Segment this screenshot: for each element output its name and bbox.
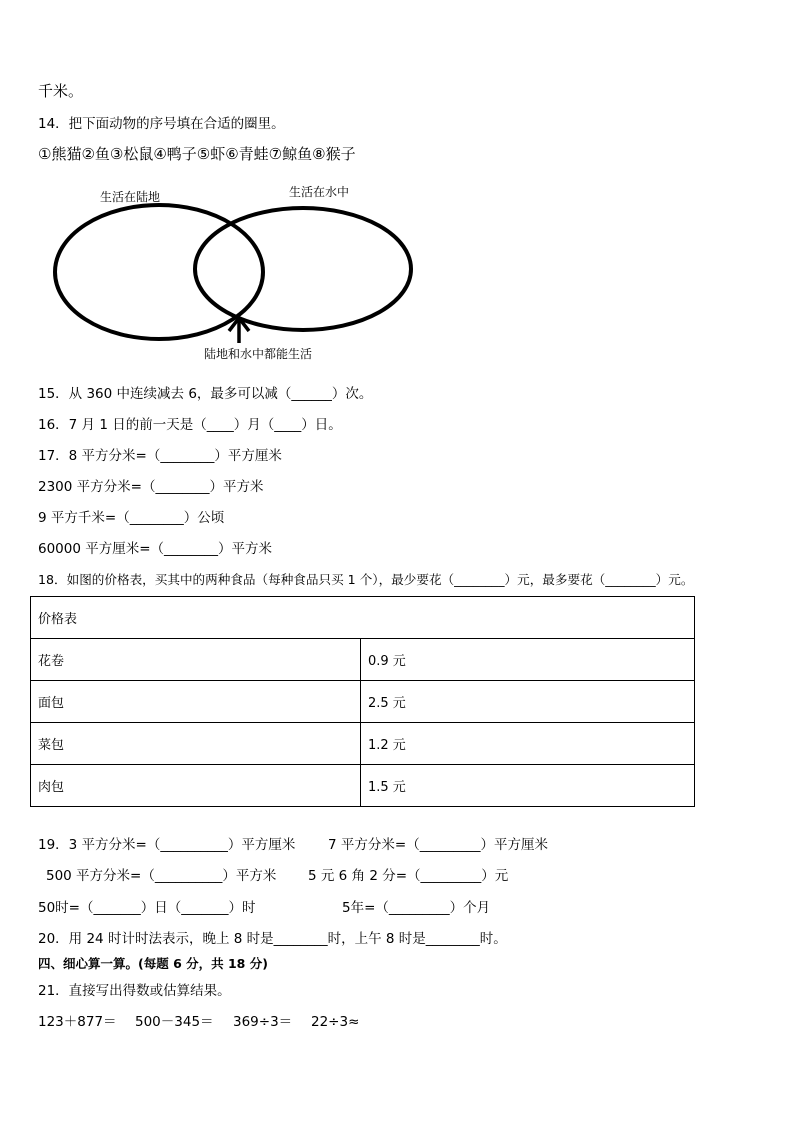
venn-bottom-label: 陆地和水中都能生活 [204,347,313,361]
item-name: 肉包 [31,765,361,807]
venn-left-label: 生活在陆地 [100,190,161,204]
price-table-title-row [31,597,695,639]
item-price: 0.9 元 [361,639,695,681]
question-17d: 60000 平方厘米=（________）平方米 [38,541,273,557]
question-14: 14．把下面动物的序号填在合适的圈里。 [38,116,285,132]
item-name: 花卷 [31,639,361,681]
price-table-title: 价格表 [31,597,695,639]
question-21: 21．直接写出得数或估算结果。 [38,983,231,999]
calc-3: 369÷3＝ [233,1014,293,1030]
price-table [30,596,695,807]
question-18: 18．如图的价格表，买其中的两种食品（每种食品只买 1 个），最少要花（________）元，最多要花（________）元。 [38,572,694,587]
calc-2: 500－345＝ [135,1014,214,1030]
question-14-animals: ①熊猫②鱼③松鼠④鸭子⑤虾⑥青蛙⑦鲸鱼⑧猴子 [38,145,356,163]
table-row [31,723,695,765]
calc-4: 22÷3≈ [311,1014,360,1030]
venn-diagram [40,178,420,368]
table-row [31,681,695,723]
question-20: 20．用 24 时计时法表示，晚上 8 时是________时，上午 8 时是________时。 [38,931,507,947]
question-19e: 50时=（_______）日（_______）时 [38,900,256,916]
question-19f: 5年=（_________）个月 [342,900,491,916]
question-19d: 5 元 6 角 2 分=（_________）元 [308,868,509,884]
item-name: 面包 [31,681,361,723]
water-circle [195,208,411,330]
question-17c: 9 平方千米=（________）公顷 [38,510,225,526]
item-price: 1.2 元 [361,723,695,765]
question-19a: 19．3 平方分米=（__________）平方厘米 [38,837,296,853]
continued-text: 千米。 [38,82,84,100]
question-15: 15．从 360 中连续减去 6，最多可以减（______）次。 [38,386,373,402]
calc-1: 123＋877＝ [38,1014,117,1030]
item-price: 1.5 元 [361,765,695,807]
item-name: 菜包 [31,723,361,765]
question-16: 16．7 月 1 日的前一天是（____）月（____）日。 [38,417,342,433]
question-17b: 2300 平方分米=（________）平方米 [38,479,264,495]
venn-right-label: 生活在水中 [289,185,350,199]
section-4-heading: 四、细心算一算。(每题 6 分，共 18 分) [38,956,268,971]
table-row [31,765,695,807]
item-price: 2.5 元 [361,681,695,723]
table-row [31,639,695,681]
question-19b: 7 平方分米=（_________）平方厘米 [328,837,548,853]
question-17a: 17．8 平方分米=（________）平方厘米 [38,448,282,464]
question-19c: 500 平方分米=（__________）平方米 [46,868,277,884]
